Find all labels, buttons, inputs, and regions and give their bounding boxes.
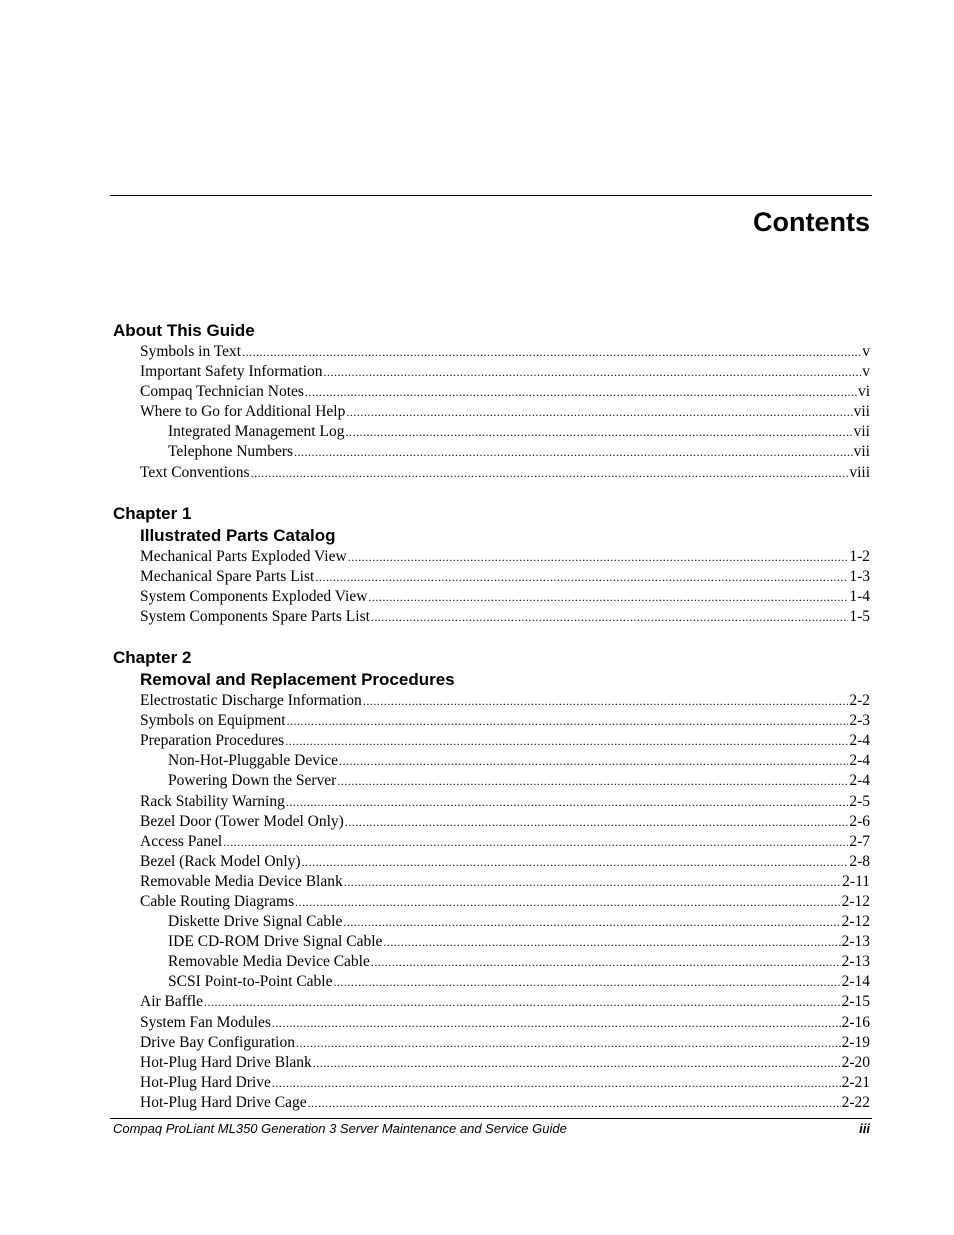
toc-entry-title: Where to Go for Additional Help: [140, 403, 346, 421]
section-heading: Chapter 1: [113, 503, 192, 523]
toc-entry-title: Rack Stability Warning: [140, 792, 285, 810]
dot-leader: [334, 973, 841, 992]
toc-entry[interactable]: [113, 932, 870, 952]
toc-entry-page: 2-4: [849, 752, 870, 770]
dot-leader: [363, 692, 849, 711]
toc-entry[interactable]: [113, 342, 870, 362]
toc-entry-page: 2-6: [849, 812, 870, 830]
dot-leader: [339, 752, 848, 771]
toc-entry[interactable]: [113, 422, 870, 442]
dot-leader: [272, 1074, 841, 1093]
toc-section: [113, 647, 870, 1113]
toc-entry-title: Removable Media Device Blank: [140, 872, 343, 890]
section-title: Removal and Replacement Procedures: [140, 670, 455, 690]
toc-entry-page: 1-4: [849, 587, 870, 605]
toc-entry-page: 1-3: [849, 567, 870, 585]
dot-leader: [383, 933, 840, 952]
toc-entry-title: SCSI Point-to-Point Cable: [168, 973, 333, 991]
toc-entry-title: Hot-Plug Hard Drive: [140, 1073, 271, 1091]
toc-entry[interactable]: [113, 1093, 870, 1113]
toc-entry[interactable]: [113, 711, 870, 731]
header-rule: [110, 195, 872, 196]
toc-entry-title: IDE CD-ROM Drive Signal Cable: [168, 933, 383, 951]
dot-leader: [204, 993, 841, 1012]
dot-leader: [251, 464, 849, 483]
toc-entry[interactable]: [113, 952, 870, 972]
toc-entry[interactable]: [113, 691, 870, 711]
toc-entry-page: 2-13: [841, 953, 870, 971]
toc-entry-title: System Components Spare Parts List: [140, 607, 370, 625]
toc-entry[interactable]: [113, 852, 870, 872]
toc-entry[interactable]: [113, 442, 870, 462]
dot-leader: [223, 833, 848, 852]
toc-entry-page: 2-12: [841, 913, 870, 931]
toc-entry-page: 2-7: [849, 832, 870, 850]
toc-entry-page: 1-5: [849, 607, 870, 625]
toc-entry[interactable]: [113, 1013, 870, 1033]
toc-entry[interactable]: [113, 362, 870, 382]
dot-leader: [348, 548, 849, 567]
toc-entry-page: vi: [857, 383, 870, 401]
toc-entry-title: Bezel Door (Tower Model Only): [140, 812, 344, 830]
toc-entry[interactable]: [113, 567, 870, 587]
dot-leader: [285, 732, 848, 751]
toc-entry-title: Drive Bay Configuration: [140, 1033, 295, 1051]
toc-entry-page: 2-21: [841, 1073, 870, 1091]
toc-entry-page: 2-14: [841, 973, 870, 991]
toc-entry-page: 2-16: [841, 1013, 870, 1031]
toc-entry-page: 2-12: [841, 892, 870, 910]
toc-entry-page: 2-19: [841, 1033, 870, 1051]
toc-entry-page: v: [862, 343, 870, 360]
toc-entry-page: 2-3: [849, 712, 870, 730]
toc-entry-title: Bezel (Rack Model Only): [140, 852, 301, 870]
dot-leader: [313, 1054, 841, 1073]
toc-entry[interactable]: [113, 792, 870, 812]
toc-entry[interactable]: [113, 587, 870, 607]
toc-entry-title: Non-Hot-Pluggable Device: [168, 752, 339, 770]
toc-entry-title: Preparation Procedures: [140, 732, 285, 750]
toc-entry[interactable]: [113, 1033, 870, 1053]
toc-section: [113, 503, 870, 627]
toc-entry-page: 2-22: [841, 1093, 870, 1111]
toc-entry-page: 2-11: [842, 872, 870, 890]
section-heading: About This Guide: [113, 321, 255, 340]
footer-rule: [110, 1118, 872, 1119]
toc-entry-title: Symbols in Text: [140, 343, 242, 360]
toc-entry[interactable]: [113, 992, 870, 1012]
toc-entry-page: 1-2: [849, 547, 870, 565]
toc-entry-title: Removable Media Device Cable: [168, 953, 370, 971]
dot-leader: [315, 568, 848, 587]
toc-entry[interactable]: [113, 972, 870, 992]
toc-entry-page: 2-4: [849, 772, 870, 790]
toc-entry[interactable]: [113, 463, 870, 483]
toc-entry-title: Mechanical Spare Parts List: [140, 567, 315, 585]
toc-entry-page: 2-4: [849, 732, 870, 750]
toc-entry-title: System Fan Modules: [140, 1013, 271, 1031]
dot-leader: [371, 608, 848, 627]
toc-entry[interactable]: [113, 607, 870, 627]
dot-leader: [308, 1094, 841, 1113]
toc-entry[interactable]: [113, 912, 870, 932]
dot-leader: [345, 423, 852, 442]
toc-entry-title: Hot-Plug Hard Drive Cage: [140, 1093, 307, 1111]
toc-entry-page: 2-20: [841, 1053, 870, 1071]
dot-leader: [296, 1034, 841, 1053]
dot-leader: [242, 343, 861, 362]
dot-leader: [337, 772, 848, 791]
toc-entry-title: Integrated Management Log: [168, 423, 345, 441]
toc-entry-page: vii: [853, 403, 870, 421]
dot-leader: [305, 383, 857, 402]
toc-entry[interactable]: [113, 812, 870, 832]
dot-leader: [343, 913, 840, 932]
toc-entry-title: Powering Down the Server: [168, 772, 337, 790]
toc-entry-page: 2-13: [841, 933, 870, 951]
toc-section: [113, 320, 870, 483]
toc-entry-page: v: [862, 363, 870, 381]
toc-entry-page: 2-5: [849, 792, 870, 810]
toc-entry-title: Diskette Drive Signal Cable: [168, 913, 343, 931]
dot-leader: [294, 443, 853, 462]
footer-document-title: Compaq ProLiant ML350 Generation 3 Server Maintenance and Service Guide: [113, 1121, 567, 1136]
toc-entry-title: Compaq Technician Notes: [140, 383, 304, 401]
page-title: Contents: [753, 207, 870, 237]
toc-entry-title: Cable Routing Diagrams: [140, 892, 295, 910]
dot-leader: [344, 873, 841, 892]
dot-leader: [371, 953, 841, 972]
toc-entry[interactable]: [113, 1073, 870, 1093]
table-of-contents: [113, 320, 870, 1133]
toc-entry-page: vii: [853, 443, 870, 461]
toc-entry-page: 2-8: [849, 852, 870, 870]
toc-entry-title: Telephone Numbers: [168, 443, 294, 461]
dot-leader: [345, 813, 849, 832]
section-heading: Chapter 2: [113, 648, 192, 668]
dot-leader: [295, 893, 840, 912]
dot-leader: [324, 363, 862, 382]
toc-entry-title: Hot-Plug Hard Drive Blank: [140, 1053, 312, 1071]
footer-page-number: iii: [859, 1121, 870, 1136]
toc-entry-title: Symbols on Equipment: [140, 712, 286, 730]
toc-entry[interactable]: [113, 832, 870, 852]
toc-entry[interactable]: [113, 751, 870, 771]
toc-entry[interactable]: [113, 771, 870, 791]
toc-entry[interactable]: [113, 547, 870, 567]
toc-entry[interactable]: [113, 1053, 870, 1073]
toc-entry-page: viii: [849, 463, 870, 481]
toc-entry-title: Text Conventions: [140, 463, 250, 481]
toc-entry[interactable]: [113, 872, 870, 892]
dot-leader: [272, 1014, 841, 1033]
toc-entry-title: System Components Exploded View: [140, 587, 368, 605]
dot-leader: [287, 712, 849, 731]
toc-entry-title: Access Panel: [140, 832, 223, 850]
toc-entry-page: 2-2: [849, 692, 870, 710]
toc-entry[interactable]: [113, 382, 870, 402]
dot-leader: [346, 403, 852, 422]
dot-leader: [368, 588, 848, 607]
toc-entry-title: Mechanical Parts Exploded View: [140, 547, 347, 565]
toc-entry-title: Important Safety Information: [140, 363, 323, 381]
toc-entry[interactable]: [113, 402, 870, 422]
dot-leader: [286, 793, 848, 812]
section-title: Illustrated Parts Catalog: [140, 525, 336, 545]
dot-leader: [302, 853, 849, 872]
toc-entry[interactable]: [113, 892, 870, 912]
toc-entry-title: Electrostatic Discharge Information: [140, 692, 362, 710]
toc-entry-page: vii: [853, 423, 870, 441]
toc-entry-title: Air Baffle: [140, 993, 203, 1011]
toc-entry[interactable]: [113, 731, 870, 751]
toc-entry-page: 2-15: [841, 993, 870, 1011]
